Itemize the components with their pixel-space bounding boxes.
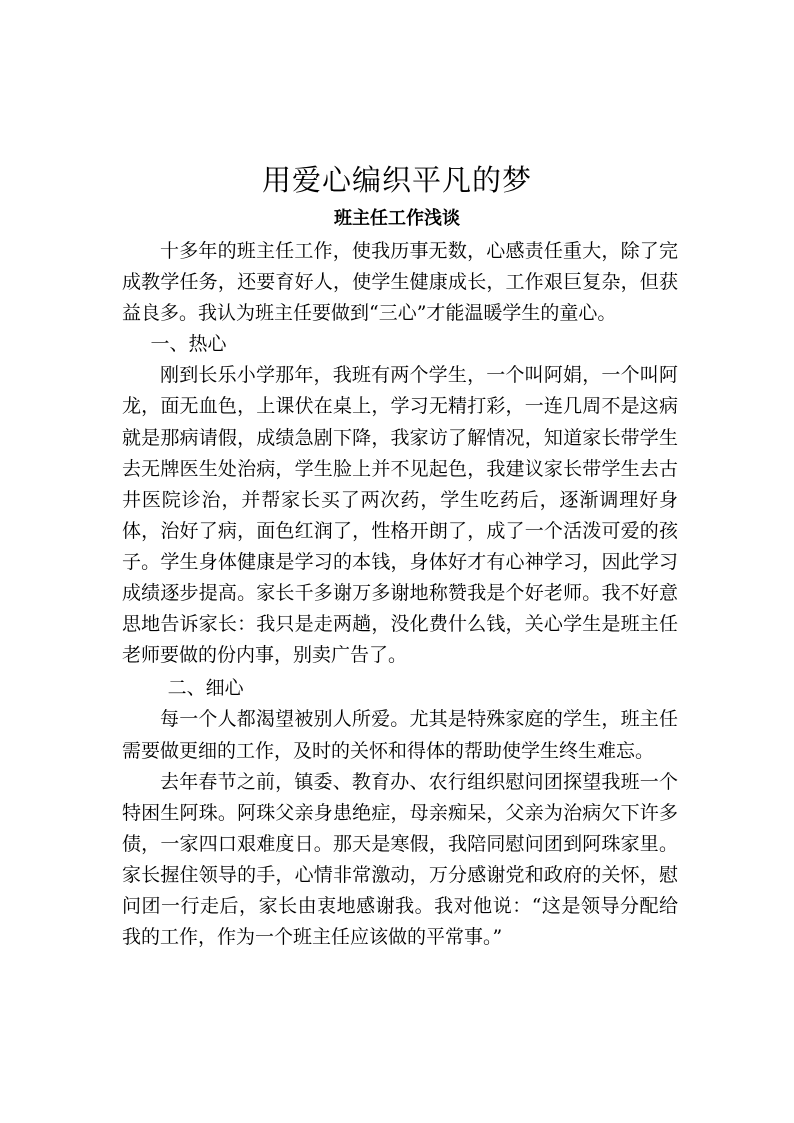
- paragraph-intro: 十多年的班主任工作，使我历事无数，心感责任重大，除了完成教学任务，还要育好人，使学生健康成长，工作艰巨复杂，但获益良多。我认为班主任要做到“三心”才能温暖学生的童心。: [122, 240, 678, 325]
- document-body: [122, 236, 678, 953]
- paragraph-carefulness-intro: 每一个人都渴望被别人所爱。尤其是特殊家庭的学生，班主任需要做更细的工作，及时的关怀和得体的帮助使学生终生难忘。: [122, 708, 678, 762]
- document-subtitle: 班主任工作浅谈: [334, 208, 460, 229]
- paragraph-warmheart-story: 刚到长乐小学那年，我班有两个学生，一个叫阿娟，一个叫阿龙，面无血色，上课伏在桌上，学习无精打彩，一连几周不是这病就是那病请假，成绩急剧下降，我家访了解情况，知道家长带学生去无牌医生处治病，学生脸上并不见起色，我建议家长带学生去古井医院诊治，并帮家长买了两次药，学生吃药后，逐渐调理好身体，治好了病，面色红润了，性格开朗了，成了一个活泼可爱的孩子。学生身体健康是学习的本钱，身体好才有心神学习，因此学习成绩逐步提高。家长千多谢万多谢地称赞我是个好老师。我不好意思地告诉家长：我只是走两趟，没化费什么钱，关心学生是班主任老师要做的份内事，别卖广告了。: [122, 364, 678, 667]
- paragraph-carefulness-story: 去年春节之前，镇委、教育办、农行组织慰问团探望我班一个特困生阿珠。阿珠父亲身患绝症，母亲痴呆，父亲为治病欠下许多债，一家四口艰难度日。那天是寒假，我陪同慰问团到阿珠家里。家长握住领导的手，心情非常激动，万分感谢党和政府的关怀，慰问团一行走后，家长由衷地感谢我。我对他说：“这是领导分配给我的工作，作为一个班主任应该做的平常事。”: [122, 770, 678, 949]
- section-heading-warmheart: 一、热心: [150, 333, 227, 356]
- document-title: 用爱心编织平凡的梦: [261, 163, 532, 197]
- section-heading-carefulness: 二、细心: [167, 677, 244, 700]
